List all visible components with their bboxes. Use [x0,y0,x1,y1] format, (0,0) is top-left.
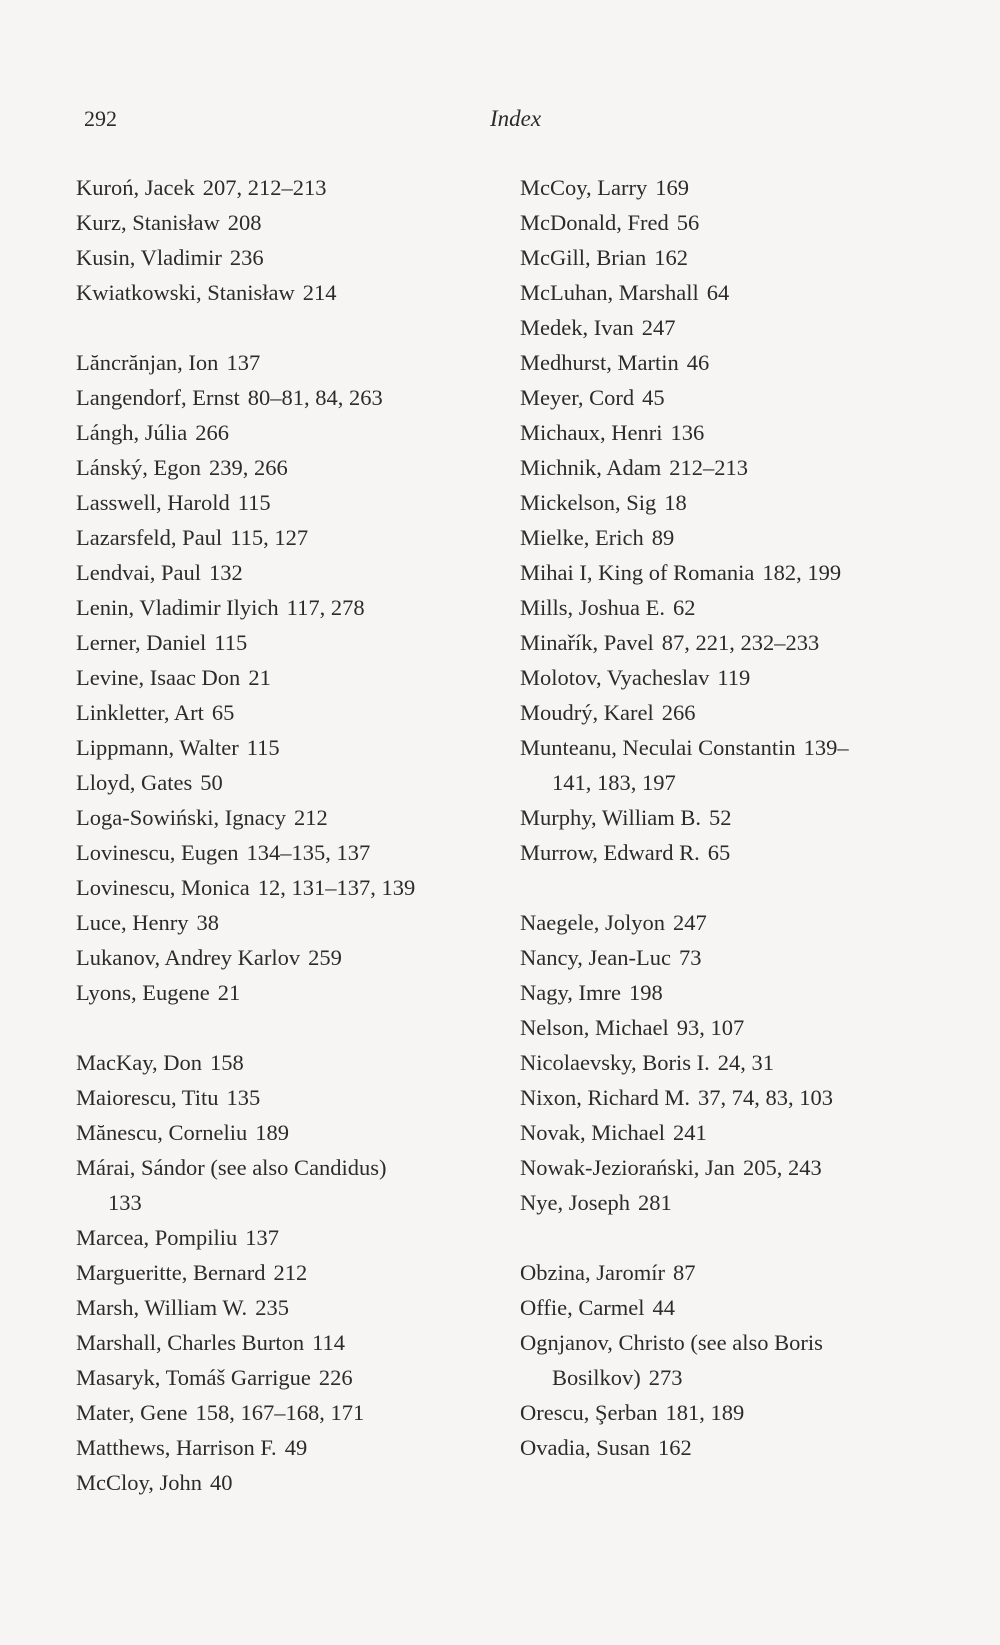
index-entry-pages: 241 [672,1120,707,1145]
index-entry-name: Offie, Carmel [520,1295,645,1320]
index-entry-pages: 115 [214,630,248,655]
index-entry-name: Ovadia, Susan [520,1435,650,1460]
index-entry [520,555,849,590]
index-entry-name: Lerner, Daniel [76,630,207,655]
index-entry-pages: 133 [108,1190,142,1215]
index-entry-pages: 235 [255,1295,289,1320]
index-letter-gap [520,1220,849,1255]
index-entry-name: Matthews, Harrison F. [76,1435,277,1460]
index-entry [76,380,415,415]
index-entry [76,170,415,205]
index-entry-name: McGill, Brian [520,245,647,270]
index-entry-name: Mielke, Erich [520,525,644,550]
index-entry [520,1080,849,1115]
index-entry-name: Lazarsfeld, Paul [76,525,223,550]
index-entry-pages: 198 [629,980,663,1005]
index-entry-name: Lángh, Júlia [76,420,188,445]
index-entry [520,975,849,1010]
index-entry [520,1010,849,1045]
index-entry-name: Mater, Gene [76,1400,188,1425]
index-entry-name: McLuhan, Marshall [520,280,699,305]
index-entry [520,1115,849,1150]
index-entry [76,1150,415,1185]
index-entry-pages: 189 [255,1120,289,1145]
index-entry [520,1255,849,1290]
index-entry-pages: 119 [717,665,751,690]
index-entry [520,450,849,485]
index-entry [520,1150,849,1185]
index-entry-pages: 40 [210,1470,233,1495]
index-entry-pages: 169 [655,175,690,200]
index-entry-pages: 115, 127 [230,525,309,550]
index-entry-pages: 162 [654,245,688,270]
index-entry-pages: 212–213 [669,455,748,480]
index-entry [520,1290,849,1325]
index-entry [76,1255,415,1290]
index-entry-pages: 18 [664,490,687,515]
index-entry-pages: 21 [248,665,271,690]
index-entry-pages: 65 [707,840,731,865]
index-entry-pages: 73 [678,945,702,970]
index-entry-pages: 50 [200,770,223,795]
index-entry-pages: 137 [245,1225,279,1250]
index-entry-name: Nelson, Michael [520,1015,669,1040]
index-entry-name: Murphy, William B. [520,805,701,830]
index-entry-name: Mihai I, King of Romania [520,560,755,585]
index-entry [520,835,849,870]
index-entry-name: Levine, Isaac Don [76,665,241,690]
index-entry [520,905,849,940]
index-entry-pages: 62 [673,595,696,620]
index-entry-name: Mickelson, Sig [520,490,657,515]
index-entry-pages: 93, 107 [676,1015,745,1040]
index-entry [520,1325,849,1360]
index-entry [76,975,415,1010]
index-entry [520,800,849,835]
index-entry-name: Lovinescu, Eugen [76,840,239,865]
index-entry-name: Medhurst, Martin [520,350,679,375]
index-entry [76,870,415,905]
index-entry-name: Márai, Sándor (see also Candidus) [76,1155,387,1180]
index-entry [76,450,415,485]
index-entry-name: McCoy, Larry [520,175,648,200]
index-entry-name: Masaryk, Tomáš Garrigue [76,1365,311,1390]
index-entry-name: McCloy, John [76,1470,203,1495]
index-entry [520,275,849,310]
index-entry-pages: 214 [302,280,337,305]
index-entry-pages: 207, 212–213 [202,175,327,200]
index-entry [76,520,415,555]
index-entry-pages: 226 [318,1365,353,1390]
index-entry-pages: 182, 199 [762,560,842,585]
index-letter-gap [520,870,849,905]
index-entry [76,1395,415,1430]
index-entry [76,800,415,835]
index-entry-pages: 80–81, 84, 263 [247,385,383,410]
index-entry [520,1430,849,1465]
index-entry-pages: 115 [237,490,271,515]
index-entry-name: Nye, Joseph [520,1190,630,1215]
index-entry [76,695,415,730]
index-entry-pages: 46 [686,350,710,375]
index-entry-name: Luce, Henry [76,910,189,935]
index-entry-name: Marshall, Charles Burton [76,1330,305,1355]
index-entry-pages: 135 [226,1085,261,1110]
index-entry-name: Nicolaevsky, Boris I. [520,1050,710,1075]
index-entry [76,905,415,940]
index-entry-pages: 132 [208,560,243,585]
index-entry-pages: 115 [246,735,280,760]
index-entry [76,940,415,975]
index-entry-name: Maiorescu, Titu [76,1085,219,1110]
index-entry [520,520,849,555]
index-entry-name: Orescu, Şerban [520,1400,658,1425]
index-entry [76,1045,415,1080]
index-entry [76,1325,415,1360]
index-entry-pages: 208 [227,210,262,235]
index-entry [76,240,415,275]
index-entry-pages: 158 [210,1050,244,1075]
index-entry-pages: 205, 243 [742,1155,822,1180]
index-entry-pages: 136 [670,420,705,445]
index-entry [76,1430,415,1465]
page-number: 292 [84,106,117,131]
index-entry-name: Meyer, Cord [520,385,635,410]
index-entry [76,1220,415,1255]
index-entry [76,205,415,240]
index-entry [520,240,849,275]
index-entry-name: Moudrý, Karel [520,700,654,725]
index-entry-pages: 141, 183, 197 [552,770,676,795]
index-entry-pages: 134–135, 137 [246,840,371,865]
index-entry [520,170,849,205]
index-entry-pages: 38 [196,910,219,935]
index-entry [520,205,849,240]
index-entry [520,730,849,765]
index-entry-name: Nixon, Richard M. [520,1085,690,1110]
index-entry-name: Lukanov, Andrey Karlov [76,945,301,970]
index-entry-name: Naegele, Jolyon [520,910,665,935]
index-entry [76,1115,415,1150]
index-entry-pages: 52 [708,805,732,830]
index-entry-pages: 212 [273,1260,308,1285]
index-entry [520,310,849,345]
index-entry-pages: 117, 278 [286,595,365,620]
index-entry-name: Lendvai, Paul [76,560,201,585]
index-entry-name: Kwiatkowski, Stanisław [76,280,295,305]
index-entry-pages: 65 [211,700,235,725]
index-letter-gap [76,310,415,345]
index-entry-pages: 87, 221, 232–233 [661,630,820,655]
index-entry-name: McDonald, Fred [520,210,669,235]
index-entry [520,345,849,380]
index-entry-name: Marcea, Pompiliu [76,1225,238,1250]
index-entry-name: Obzina, Jaromír [520,1260,665,1285]
index-entry-name: Kuroń, Jacek [76,175,195,200]
index-letter-gap [76,1010,415,1045]
index-entry-name: Molotov, Vyacheslav [520,665,710,690]
index-entry-pages: 281 [637,1190,672,1215]
index-entry-pages: 44 [652,1295,676,1320]
index-entry-pages: 12, 131–137, 139 [257,875,416,900]
index-entry-name: Linkletter, Art [76,700,204,725]
index-entry-name: Mills, Joshua E. [520,595,666,620]
index-entry [520,1360,849,1395]
index-entry-name: Kurz, Stanisław [76,210,220,235]
index-entry-name: Michnik, Adam [520,455,662,480]
index-entry-name: Michaux, Henri [520,420,663,445]
index-entry [76,275,415,310]
index-entry-pages: 247 [641,315,676,340]
index-entry [76,590,415,625]
index-entry-pages: 114 [312,1330,346,1355]
index-entry [76,625,415,660]
index-entry-pages: 87 [672,1260,696,1285]
index-entry [520,660,849,695]
index-entry-name: MacKay, Don [76,1050,203,1075]
index-entry [76,345,415,380]
index-entry-pages: 158, 167–168, 171 [195,1400,365,1425]
index-entry [76,1185,415,1220]
index-entry-name: Lyons, Eugene [76,980,210,1005]
index-entry [76,1465,415,1500]
index-entry [76,660,415,695]
index-entry [520,765,849,800]
index-entry [520,380,849,415]
index-entry-name: Nagy, Imre [520,980,621,1005]
index-entry-name: Lăncrănjan, Ion [76,350,219,375]
index-entry-name: Murrow, Edward R. [520,840,700,865]
index-entry-name: Bosilkov) [552,1365,641,1390]
index-entry [76,730,415,765]
index-entry-name: Nancy, Jean-Luc [520,945,671,970]
index-entry-name: Margueritte, Bernard [76,1260,266,1285]
index-entry-pages: 64 [706,280,730,305]
index-entry-pages: 21 [217,980,241,1005]
index-entry-pages: 49 [284,1435,308,1460]
index-entry [76,765,415,800]
index-entry [76,835,415,870]
index-entry-pages: 212 [293,805,328,830]
index-entry-pages: 56 [676,210,700,235]
index-entry [520,415,849,450]
index-entry [520,625,849,660]
index-entry [520,590,849,625]
index-entry [76,1360,415,1395]
index-entry-pages: 37, 74, 83, 103 [697,1085,833,1110]
index-entry-pages: 139– [803,735,849,760]
index-entry-pages: 89 [651,525,675,550]
index-entry-name: Marsh, William W. [76,1295,248,1320]
index-entry-pages: 273 [648,1365,683,1390]
index-entry-pages: 266 [661,700,696,725]
index-entry [520,940,849,975]
index-entry [76,555,415,590]
index-entry-pages: 247 [672,910,707,935]
index-entry-pages: 24, 31 [717,1050,775,1075]
index-entry-pages: 162 [657,1435,692,1460]
index-entry-name: Lánský, Egon [76,455,201,480]
index-entry-name: Lovinescu, Monica [76,875,250,900]
index-entry-name: Loga-Sowiński, Ignacy [76,805,286,830]
index-entry-name: Minařík, Pavel [520,630,654,655]
index-entry-name: Munteanu, Neculai Constantin [520,735,796,760]
index-column-left [76,170,415,1500]
index-entry [520,485,849,520]
index-entry-pages: 181, 189 [665,1400,745,1425]
index-entry-name: Kusin, Vladimir [76,245,222,270]
running-head: Index [490,106,542,131]
index-column-right [520,170,849,1465]
index-entry-name: Lloyd, Gates [76,770,193,795]
index-entry-pages: 137 [226,350,261,375]
index-entry-pages: 266 [195,420,229,445]
index-entry-name: Lippmann, Walter [76,735,239,760]
index-entry-name: Mănescu, Corneliu [76,1120,248,1145]
index-entry-name: Novak, Michael [520,1120,665,1145]
index-entry-name: Ognjanov, Christo (see also Boris [520,1330,823,1355]
index-entry-pages: 45 [642,385,665,410]
index-entry-name: Medek, Ivan [520,315,634,340]
index-entry-pages: 239, 266 [208,455,288,480]
index-entry [520,1395,849,1430]
index-entry [76,485,415,520]
index-entry-name: Nowak-Jeziorański, Jan [520,1155,735,1180]
index-entry [520,1045,849,1080]
index-entry-pages: 259 [308,945,342,970]
index-entry [520,1185,849,1220]
index-entry [520,695,849,730]
index-entry [76,1290,415,1325]
index-entry-name: Lasswell, Harold [76,490,230,515]
index-entry-name: Langendorf, Ernst [76,385,240,410]
index-entry-name: Lenin, Vladimir Ilyich [76,595,279,620]
index-entry-pages: 236 [229,245,264,270]
index-entry [76,415,415,450]
index-entry [76,1080,415,1115]
